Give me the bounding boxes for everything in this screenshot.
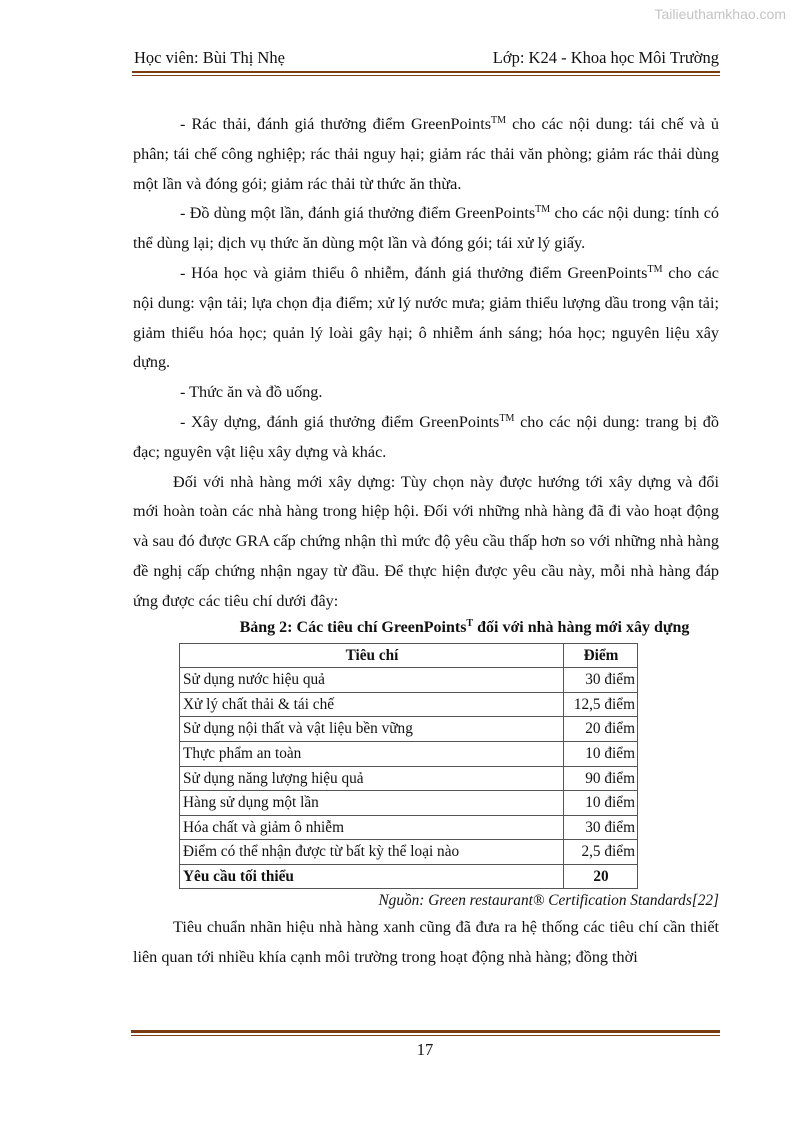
table-row <box>180 668 638 693</box>
page-number: 17 <box>416 1040 434 1059</box>
criteria-cell: Sử dụng nước hiệu quả <box>180 668 564 693</box>
criteria-cell: Xử lý chất thải & tái chế <box>180 692 564 717</box>
total-label-cell: Yêu cầu tối thiểu <box>180 864 564 889</box>
column-header-criteria: Tiêu chí <box>180 643 564 668</box>
points-cell: 10 điểm <box>564 741 638 766</box>
criteria-cell: Sử dụng nội thất và vật liệu bền vững <box>180 717 564 742</box>
table-caption: Bảng 2: Các tiêu chí GreenPoints$^T$ đối với nhà hàng mới xây dựng <box>239 617 690 636</box>
points-cell: 90 điểm <box>564 766 638 791</box>
table-total-row <box>180 864 638 889</box>
points-cell: 30 điểm <box>564 815 638 840</box>
criteria-cell: Điểm có thể nhận được từ bất kỳ thể loại nào <box>180 840 564 865</box>
table-row <box>180 741 638 766</box>
points-cell: 12,5 điểm <box>564 692 638 717</box>
paragraph-chemicals: - Hóa học và giảm thiểu ô nhiễm, đánh giá thưởng điểm GreenPoints™ cho các nội dung: vận tải; lựa chọn địa điểm; xử lý nước mưa; giảm thiểu lượng dầu trong vận tải; giảm thiểu hóa học; quản lý loài gây hại; ô nhiễm ánh sáng; hóa học; nguyên liệu xây dựng. <box>133 263 719 372</box>
paragraph-construction: - Xây dựng, đánh giá thưởng điểm GreenPoints™ cho các nội dung: trang bị đồ đạc; nguyên vật liệu xây dựng và khác. <box>133 412 719 461</box>
table-row <box>180 766 638 791</box>
table-row <box>180 717 638 742</box>
paragraph-waste: - Rác thải, đánh giá thưởng điểm GreenPoints™ cho các nội dung: tái chế và ủ phân; tái chế công nghiệp; rác thải nguy hại; giảm rác thải văn phòng; giảm rác thải dùng một lần và đóng gói; giảm rác thải từ thức ăn thừa. <box>133 115 719 193</box>
footer-divider <box>131 1030 720 1033</box>
criteria-table <box>179 643 638 890</box>
header-divider <box>132 71 720 73</box>
column-header-points: Điểm <box>564 643 638 668</box>
header-student: Học viên: Bùi Thị Nhẹ <box>134 48 285 67</box>
table-row <box>180 840 638 865</box>
points-cell: 2,5 điểm <box>564 840 638 865</box>
table-row <box>180 815 638 840</box>
table-source: Nguồn: Green restaurant® Certification Standards[22] <box>378 892 719 910</box>
criteria-cell: Sử dụng năng lượng hiệu quả <box>180 766 564 791</box>
paragraph-new-restaurants: Đối với nhà hàng mới xây dựng: Tùy chọn này được hướng tới xây dựng và đổi mới hoàn toàn các nhà hàng trong hiệp hội. Đối với những nhà hàng đã đi vào hoạt động và sau đó được GRA cấp chứng nhận thì mức độ yêu cầu thấp hơn so với những nhà hàng đề nghị cấp chứng nhận ngay từ đầu. Để thực hiện được yêu cầu này, mỗi nhà hàng đáp ứng được các tiêu chí dưới đây: <box>133 472 719 610</box>
table-row <box>180 791 638 816</box>
points-cell: 10 điểm <box>564 791 638 816</box>
header-class: Lớp: K24 - Khoa học Môi Trường <box>492 48 719 67</box>
criteria-cell: Hàng sử dụng một lần <box>180 791 564 816</box>
paragraph-food: - Thức ăn và đồ uống. <box>180 383 323 402</box>
table-row <box>180 692 638 717</box>
points-cell: 30 điểm <box>564 668 638 693</box>
header-divider-thin <box>132 75 720 76</box>
criteria-cell: Thực phẩm an toàn <box>180 741 564 766</box>
points-cell: 20 điểm <box>564 717 638 742</box>
paragraph-disposables: - Đồ dùng một lần, đánh giá thưởng điểm GreenPoints™ cho các nội dung: tính có thể dùng lại; dịch vụ thức ăn dùng một lần và đóng gói; tái xử lý giấy. <box>133 204 719 253</box>
criteria-cell: Hóa chất và giảm ô nhiễm <box>180 815 564 840</box>
footer-divider-thin <box>131 1035 720 1036</box>
page-body <box>133 110 719 973</box>
total-value-cell: 20 <box>564 864 638 889</box>
table-header-row <box>180 643 638 668</box>
page-header <box>134 48 719 68</box>
watermark: Tailieuthamkhao.com <box>654 6 786 22</box>
paragraph-standards: Tiêu chuẩn nhãn hiệu nhà hàng xanh cũng đã đưa ra hệ thống các tiêu chí cần thiết liên quan tới nhiều khía cạnh môi trường trong hoạt động nhà hàng; đồng thời <box>133 918 719 967</box>
